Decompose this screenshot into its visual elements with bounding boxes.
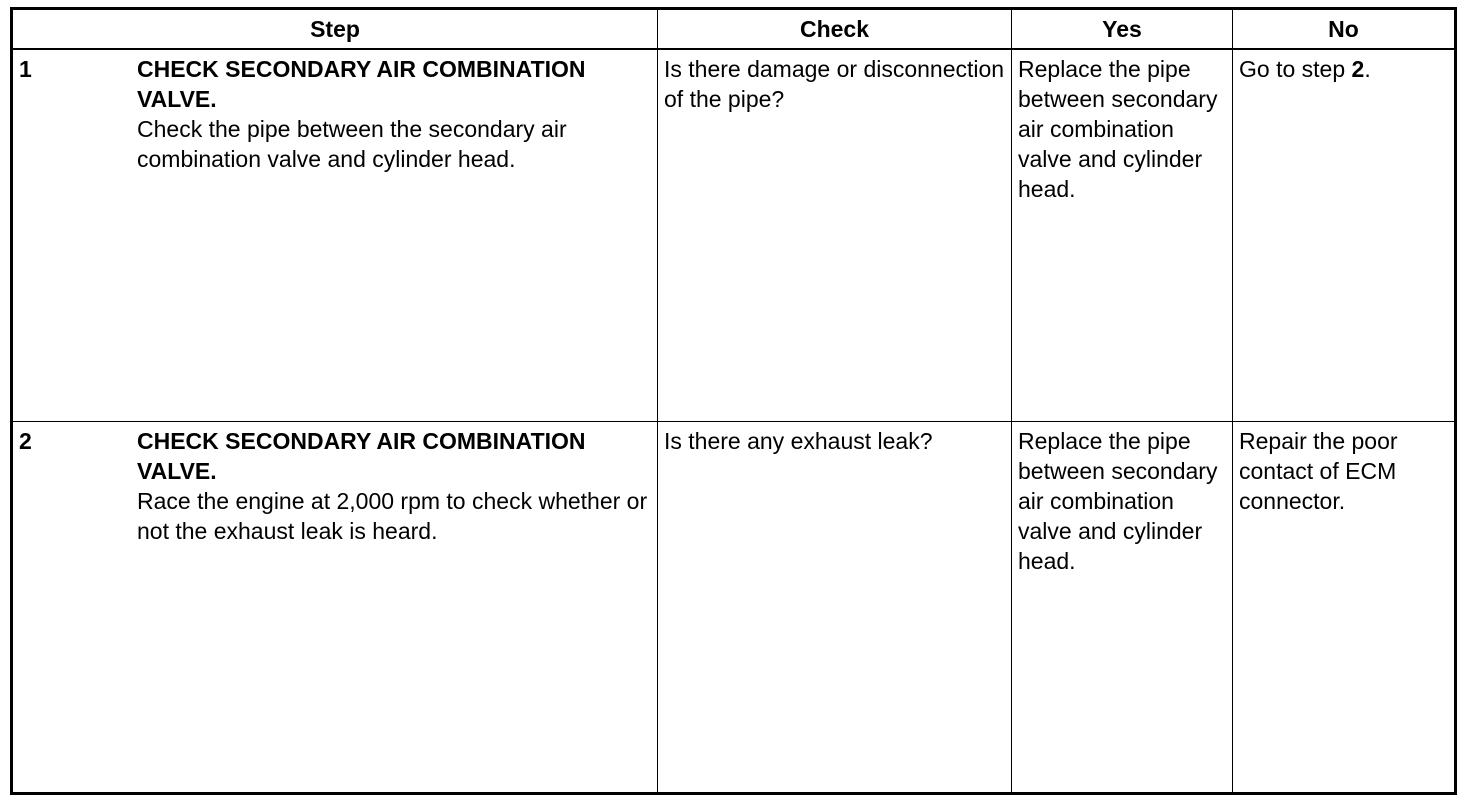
no-cell [1233, 49, 1456, 421]
check-cell [658, 421, 1012, 794]
check-cell [658, 49, 1012, 421]
table-row [12, 421, 1456, 794]
no-text: Repair the poor contact of ECM connector. [1239, 427, 1398, 514]
yes-cell [1012, 49, 1233, 421]
step-title: CHECK SECONDARY AIR COMBINATION VALVE. [137, 56, 586, 112]
diagnostic-table [10, 7, 1457, 795]
yes-cell [1012, 421, 1233, 794]
no-text [1233, 50, 1454, 84]
check-text: Is there any exhaust leak? [664, 427, 933, 454]
no-prefix: Go to step [1239, 56, 1352, 82]
yes-text: Replace the pipe between secondary air combination valve and cylinder head. [1018, 56, 1218, 202]
header-yes: Yes [1012, 9, 1233, 50]
table-row [12, 49, 1456, 421]
step-number: 1 [19, 56, 32, 82]
header-check: Check [658, 9, 1012, 50]
header-row [12, 9, 1456, 50]
step-instruction: Check the pipe between the secondary air combination valve and cylinder head. [137, 116, 567, 172]
no-cell [1233, 421, 1456, 794]
yes-text: Replace the pipe between secondary air combination valve and cylinder head. [1018, 427, 1218, 574]
step-cell [12, 421, 658, 794]
step-title: CHECK SECONDARY AIR COMBINATION VALVE. [137, 427, 586, 484]
step-instruction: Race the engine at 2,000 rpm to check whether or not the exhaust leak is heard. [137, 487, 648, 544]
no-step-reference: 2 [1351, 56, 1365, 82]
header-step: Step [12, 9, 658, 50]
header-no: No [1233, 9, 1456, 50]
step-number: 2 [19, 427, 32, 454]
check-text: Is there damage or disconnection of the pipe? [664, 56, 1005, 112]
no-suffix: . [1364, 56, 1371, 82]
step-cell [12, 49, 658, 421]
